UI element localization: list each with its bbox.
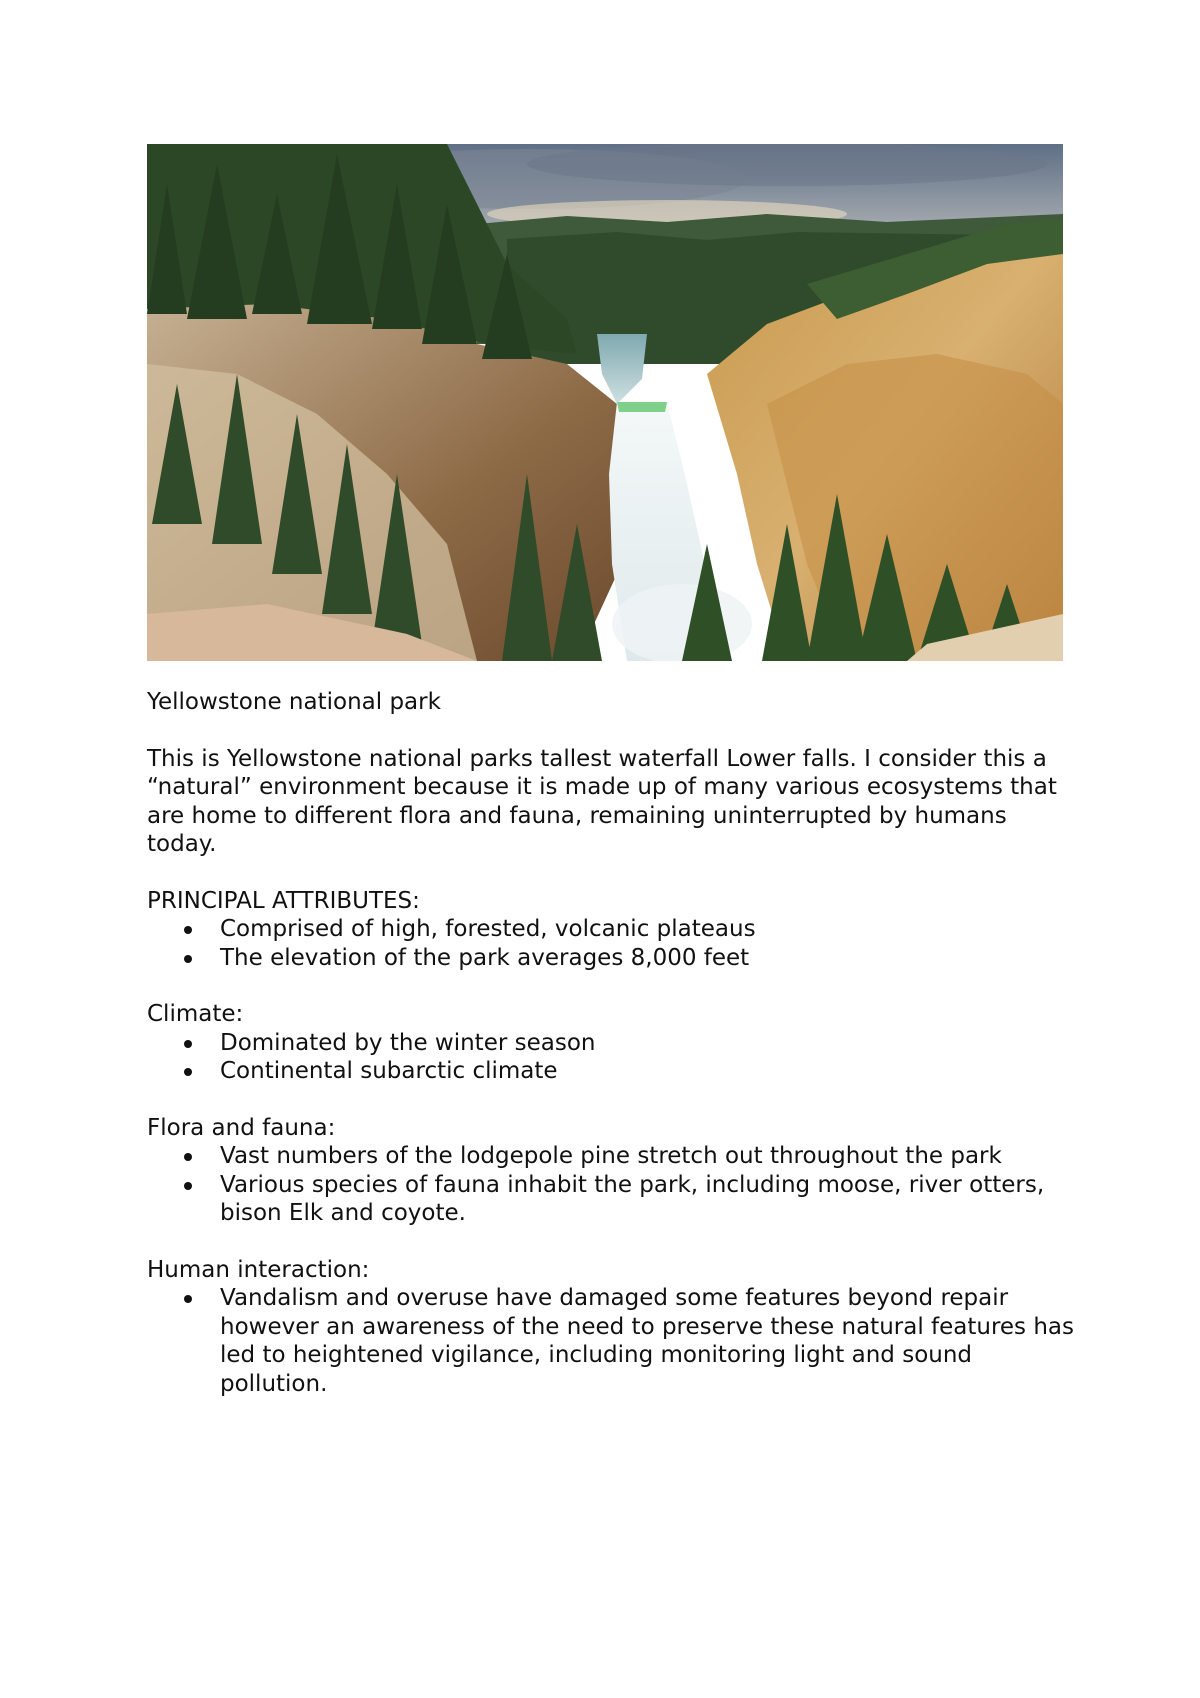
section-flora-fauna (147, 1114, 1077, 1228)
document-body (147, 688, 1077, 1426)
list-item (147, 944, 1077, 973)
list-item-text: The elevation of the park averages 8,000 feet (220, 944, 750, 971)
list-item-text: Continental subarctic climate (220, 1058, 558, 1084)
list-item-text: Various species of fauna inhabit the park, including moose, river otters, bison Elk and coyote. (220, 1171, 1045, 1226)
section-heading: Flora and fauna: (147, 1114, 336, 1141)
bullet-icon (184, 1153, 192, 1161)
list-item-text: Dominated by the winter season (220, 1029, 596, 1056)
bullet-list (147, 1029, 1077, 1086)
section-heading: PRINCIPAL ATTRIBUTES: (147, 887, 420, 914)
list-item (147, 1142, 1077, 1171)
bullet-icon (184, 1182, 192, 1190)
list-item (147, 1284, 1077, 1398)
section-heading: Climate: (147, 1001, 244, 1027)
list-item-text: Vandalism and overuse have damaged some features beyond repair however an awareness of the need to preserve these natural features has led to heightened vigilance, including monitoring light and sound pollution. (220, 1285, 1075, 1397)
bullet-list (147, 1284, 1077, 1398)
section-climate (147, 1000, 1077, 1086)
list-item-text: Vast numbers of the lodgepole pine stretch out throughout the park (220, 1143, 1002, 1169)
waterfall-canyon-illustration (147, 144, 1063, 661)
section-heading: Human interaction: (147, 1256, 370, 1283)
bullet-icon (184, 955, 192, 963)
document-title: Yellowstone national park (147, 689, 441, 715)
bullet-icon (184, 1068, 192, 1076)
section-human-interaction (147, 1256, 1077, 1399)
bullet-icon (184, 926, 192, 934)
list-item-text: Comprised of high, forested, volcanic plateaus (220, 916, 756, 942)
bullet-icon (184, 1295, 192, 1303)
list-item (147, 1171, 1077, 1228)
list-item (147, 1057, 1077, 1086)
intro-paragraph: This is Yellowstone national parks tallest waterfall Lower falls. I consider this a “natural” environment because it is made up of many various ecosystems that are home to different flora and fauna, remaining uninterrupted by humans today. (147, 745, 1057, 857)
bullet-list (147, 1142, 1077, 1228)
list-item (147, 915, 1077, 944)
section-principal-attributes (147, 887, 1077, 973)
yellowstone-waterfall-photo (147, 144, 1063, 661)
bullet-icon (184, 1040, 192, 1048)
bullet-list (147, 915, 1077, 972)
list-item (147, 1029, 1077, 1058)
